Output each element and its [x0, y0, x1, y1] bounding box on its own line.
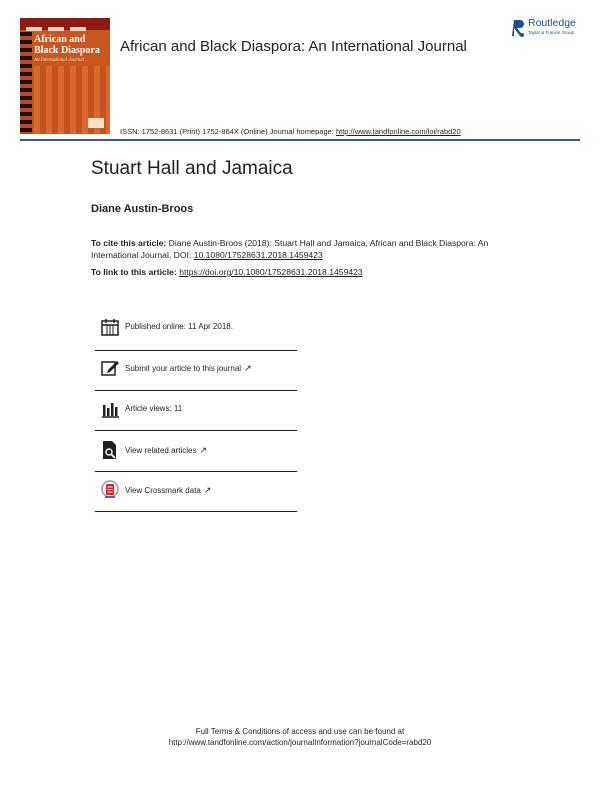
cover-side-stripe	[20, 32, 32, 134]
crossmark-link[interactable]	[125, 485, 211, 496]
journal-cover-image	[20, 18, 110, 134]
submit-label: Submit your article to this journal	[125, 364, 242, 373]
submit-link[interactable]	[125, 363, 252, 374]
issn-line	[120, 127, 461, 136]
bar-chart-icon	[100, 399, 120, 419]
article-views: Article views: 11	[125, 404, 183, 413]
footer	[0, 726, 600, 748]
published-row	[95, 311, 297, 351]
views-row	[95, 393, 297, 433]
cover-publisher-logo	[88, 118, 104, 128]
related-row[interactable]	[95, 434, 297, 474]
article-link[interactable]: https://doi.org/10.1080/17528631.2018.1459423	[179, 267, 363, 277]
journal-title: African and Black Diaspora: An International Journal	[120, 38, 467, 55]
submit-row[interactable]	[95, 352, 297, 392]
edit-icon	[100, 358, 120, 378]
document-search-icon	[100, 440, 120, 460]
meta-divider	[95, 471, 297, 472]
external-link-icon: ↗	[203, 485, 212, 495]
issn-text: ISSN: 1752-8631 (Print) 1752-864X (Online) Journal homepage:	[120, 127, 336, 136]
publisher-name: Routledge	[528, 17, 576, 29]
crossmark-icon	[100, 480, 120, 500]
external-link-icon: ↗	[244, 363, 252, 373]
crossmark-row[interactable]	[95, 474, 297, 514]
crossmark-label: View Crossmark data	[125, 486, 201, 495]
related-label: View related articles	[125, 446, 197, 455]
cite-text: Diane Austin-Broos (2018): Stuart Hall and Jamaica, African and Black Diaspora: An International Journal, DOI:	[91, 238, 489, 260]
calendar-icon	[100, 317, 120, 337]
journal-homepage-link[interactable]: http://www.tandfonline.com/loi/rabd20	[335, 127, 461, 136]
published-date: Published online: 11 Apr 2018.	[125, 322, 233, 331]
meta-divider	[95, 390, 297, 391]
article-author: Diane Austin-Broos	[91, 203, 194, 215]
footer-terms: Full Terms & Conditions of access and use can be found at	[195, 727, 405, 736]
meta-divider	[95, 430, 297, 431]
external-link-icon: ↗	[199, 445, 207, 455]
footer-url[interactable]: http://www.tandfonline.com/action/journalInformation?journalCode=rabd20	[168, 738, 432, 747]
cover-top-bar	[20, 18, 110, 30]
doi-link[interactable]: 10.1080/17528631.2018.1459423	[193, 250, 323, 260]
article-title: Stuart Hall and Jamaica	[91, 158, 293, 179]
related-link[interactable]	[125, 445, 207, 456]
link-label: To link to this article:	[91, 267, 180, 277]
cover-subtitle: An International Journal	[34, 58, 84, 63]
link-line	[91, 267, 363, 277]
cover-title: African and Black Diaspora	[34, 34, 100, 56]
meta-divider	[95, 511, 297, 512]
cite-label: To cite this article:	[91, 238, 167, 248]
citation-block	[91, 237, 511, 261]
publisher-tagline: Taylor & Francis Group	[528, 30, 575, 35]
header-rule	[20, 139, 580, 141]
